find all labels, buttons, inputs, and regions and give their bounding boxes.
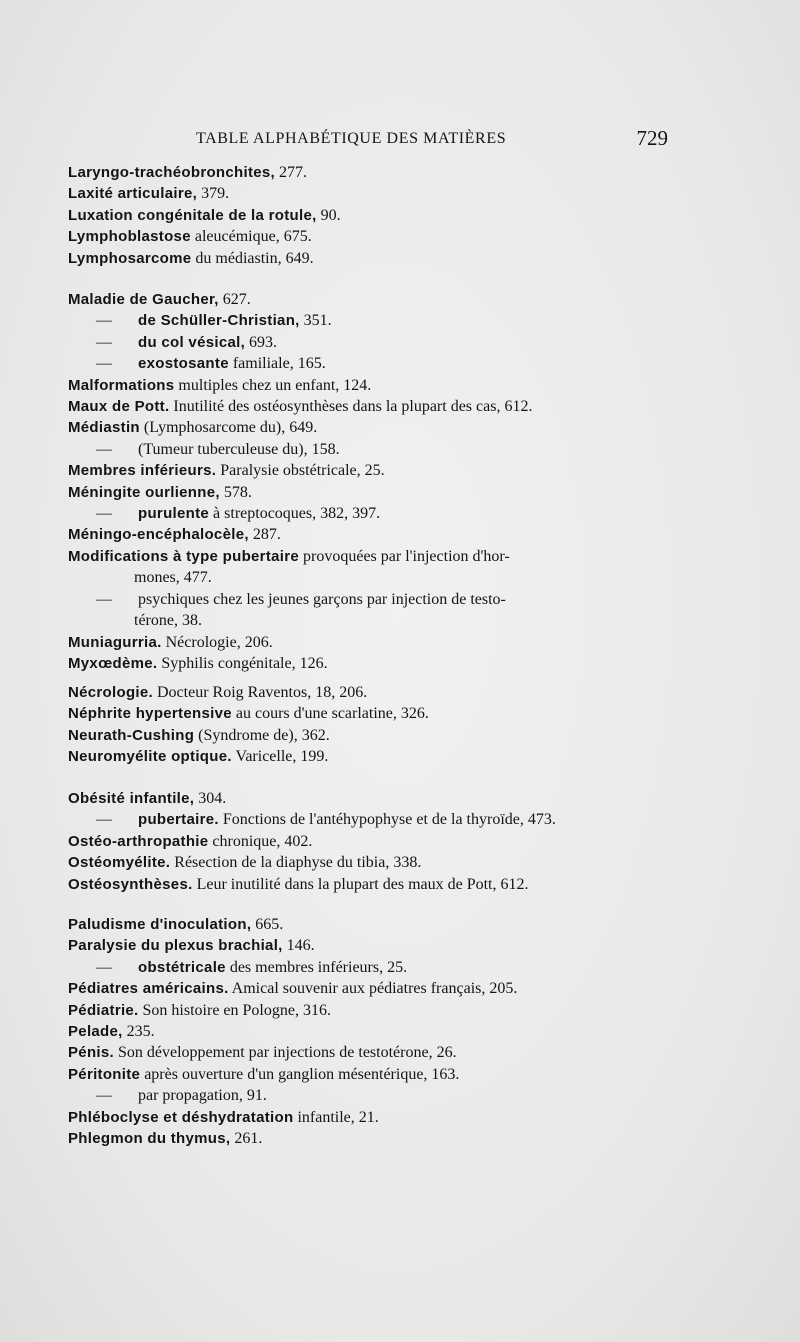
entry-text: aleucémique, 675. [190, 228, 312, 246]
index-entry [68, 162, 668, 183]
entry-heading: Ostéomyélite. [68, 854, 171, 872]
entry-text: par propagation, 91. [138, 1087, 267, 1105]
entry-heading: Méningo-encéphalocèle, [68, 526, 249, 544]
index-entry [68, 632, 668, 653]
entry-heading: pubertaire. [138, 811, 219, 829]
entry-text: au cours d'une scarlatine, 326. [231, 705, 429, 723]
entry-text: 146. [282, 937, 315, 955]
entry-heading: Paralysie du plexus brachial, [68, 937, 283, 955]
entry-continuation: térone, 38. [134, 612, 202, 630]
entry-heading: Nécrologie. [68, 684, 153, 701]
index-entry [68, 703, 668, 724]
entry-text: 261. [230, 1130, 263, 1148]
index-entry [68, 957, 668, 978]
entry-heading: Paludisme d'inoculation, [68, 916, 252, 933]
index-entry [68, 935, 668, 956]
index-entry [68, 1085, 668, 1106]
index-entry [68, 831, 668, 852]
index-entry [68, 788, 668, 809]
entry-text: familiale, 165. [228, 355, 326, 373]
entry-heading: Pédiatrie. [68, 1001, 139, 1019]
index-entry [68, 332, 668, 353]
entry-heading: Maladie de Gaucher, [68, 291, 219, 308]
index-entry [68, 310, 668, 331]
entry-heading: Luxation congénitale de la rotule, [68, 206, 317, 224]
entry-heading: Phléboclyse et déshydratation [68, 1108, 294, 1126]
entry-heading: Maux de Pott. [68, 398, 170, 416]
entry-text: (Lymphosarcome du), 649. [139, 419, 318, 437]
entry-heading: Laryngo-trachéobronchites, [68, 164, 275, 181]
entry-heading: du col vésical, [138, 333, 246, 351]
entry-heading: Ostéosynthèses. [68, 875, 193, 893]
index-entry [68, 289, 668, 310]
index-entry [68, 1107, 668, 1128]
ditto-dash: — [96, 440, 112, 458]
entry-text: Son développement par injections de testotérone, 26. [114, 1044, 457, 1062]
index-section-p [68, 914, 668, 1149]
entry-heading: Méningite ourlienne, [68, 483, 220, 501]
entry-text: Syphilis congénitale, 126. [157, 654, 328, 672]
entry-text: Amical souvenir aux pédiatres français, 205. [228, 980, 518, 998]
index-entry [68, 482, 668, 503]
index-entry [68, 1021, 668, 1042]
ditto-dash: — [96, 958, 112, 976]
entry-heading: Ostéo-arthropathie [68, 832, 209, 850]
entry-heading: Phlegmon du thymus, [68, 1130, 231, 1148]
index-entry [68, 978, 668, 999]
index-entry [68, 746, 668, 767]
entry-text: après ouverture d'un ganglion mésentérique, 163. [140, 1065, 460, 1083]
entry-text: des membres inférieurs, 25. [225, 958, 408, 976]
entry-text: à streptocoques, 382, 397. [209, 505, 381, 523]
entry-heading: Pénis. [68, 1044, 114, 1062]
entry-heading: Membres inférieurs. [68, 462, 217, 480]
entry-heading: obstétricale [138, 958, 226, 976]
running-title: TABLE ALPHABÉTIQUE DES MATIÈRES [196, 130, 507, 147]
entry-text: provoquées par l'injection d'hor- [299, 547, 510, 565]
running-head [68, 128, 668, 154]
index-entry [68, 1064, 668, 1085]
entry-text: (Tumeur tuberculeuse du), 158. [138, 440, 340, 458]
entry-text: 627. [218, 291, 251, 308]
entry-text: Docteur Roig Raventos, 18, 206. [153, 684, 368, 701]
index-entry [68, 460, 668, 481]
entry-text: 235. [122, 1023, 155, 1041]
index-entry [68, 1000, 668, 1021]
index-entry [68, 914, 668, 935]
entry-text: (Syndrome de), 362. [194, 726, 330, 744]
index-entry [68, 183, 668, 204]
entry-text: 379. [197, 185, 230, 203]
entry-heading: Pédiatres américains. [68, 980, 229, 998]
entry-heading: Muniagurria. [68, 633, 162, 651]
entry-text: infantile, 21. [293, 1108, 379, 1126]
index-entry [68, 396, 668, 417]
index-entry [68, 546, 668, 589]
ditto-dash: — [96, 590, 112, 608]
index-entry [68, 503, 668, 524]
index-entry [68, 874, 668, 895]
index-entry [68, 1042, 668, 1063]
ditto-dash: — [96, 312, 112, 330]
index-entry [68, 589, 668, 632]
entry-text: Fonctions de l'antéhypophyse et de la thyroïde, 473. [218, 811, 556, 829]
entry-heading: Myxœdème. [68, 654, 158, 672]
index-entry [68, 375, 668, 396]
entry-heading: Obésité infantile, [68, 790, 195, 807]
entry-text: Résection de la diaphyse du tibia, 338. [170, 854, 422, 872]
index-entry [68, 417, 668, 438]
index-entry [68, 725, 668, 746]
entry-heading: purulente [138, 505, 210, 523]
entry-heading: Péritonite [68, 1065, 141, 1083]
entry-heading: Lymphosarcome [68, 249, 192, 267]
entry-continuation: mones, 477. [134, 569, 212, 587]
entry-heading: exostosante [138, 355, 229, 373]
entry-text: 665. [251, 916, 284, 933]
index-section-m [68, 289, 668, 674]
ditto-dash: — [96, 333, 112, 351]
entry-text: Paralysie obstétricale, 25. [216, 462, 385, 480]
index-entry [68, 1128, 668, 1149]
entry-text: du médiastin, 649. [191, 249, 314, 267]
page-number: 729 [636, 126, 668, 150]
index-entry [68, 439, 668, 460]
index-entry [68, 248, 668, 269]
entry-text: 351. [299, 312, 332, 330]
entry-text: 90. [316, 206, 341, 224]
entry-heading: Laxité articulaire, [68, 185, 198, 203]
index-section-o [68, 788, 668, 895]
entry-heading: Neuromyélite optique. [68, 748, 232, 766]
entry-heading: Néphrite hypertensive [68, 705, 232, 723]
entry-text: 304. [194, 790, 227, 807]
entry-heading: Neurath-Cushing [68, 726, 195, 744]
entry-text: Son histoire en Pologne, 316. [138, 1001, 331, 1019]
entry-heading: Modifications à type pubertaire [68, 547, 300, 565]
entry-heading: Pelade, [68, 1023, 123, 1041]
ditto-dash: — [96, 811, 112, 829]
entry-text: 578. [219, 483, 252, 501]
entry-text: Nécrologie, 206. [161, 633, 273, 651]
entry-text: Varicelle, 199. [231, 748, 329, 766]
entry-heading: Lymphoblastose [68, 228, 191, 246]
index-section-n [68, 682, 668, 768]
ditto-dash: — [96, 505, 112, 523]
index-entry [68, 682, 668, 703]
entry-text: Leur inutilité dans la plupart des maux de Pott, 612. [192, 875, 529, 893]
entry-text: chronique, 402. [208, 832, 313, 850]
index-entry [68, 852, 668, 873]
entry-text: multiples chez un enfant, 124. [174, 376, 372, 394]
entry-heading: Médiastin [68, 419, 140, 437]
ditto-dash: — [96, 355, 112, 373]
index-entry [68, 353, 668, 374]
entry-text: 287. [248, 526, 281, 544]
ditto-dash: — [96, 1087, 112, 1105]
index-entry [68, 205, 668, 226]
index-section-l [68, 162, 668, 269]
index-entry [68, 809, 668, 830]
entry-text: psychiques chez les jeunes garçons par injection de testo- [138, 590, 506, 608]
entry-heading: Malformations [68, 376, 175, 394]
entry-heading: de Schüller-Christian, [138, 312, 300, 330]
index-entry [68, 524, 668, 545]
index-entry [68, 653, 668, 674]
entry-text: Inutilité des ostéosynthèses dans la plupart des cas, 612. [169, 398, 533, 416]
index-entry [68, 226, 668, 247]
entry-text: 277. [275, 164, 307, 181]
entry-text: 693. [245, 333, 278, 351]
